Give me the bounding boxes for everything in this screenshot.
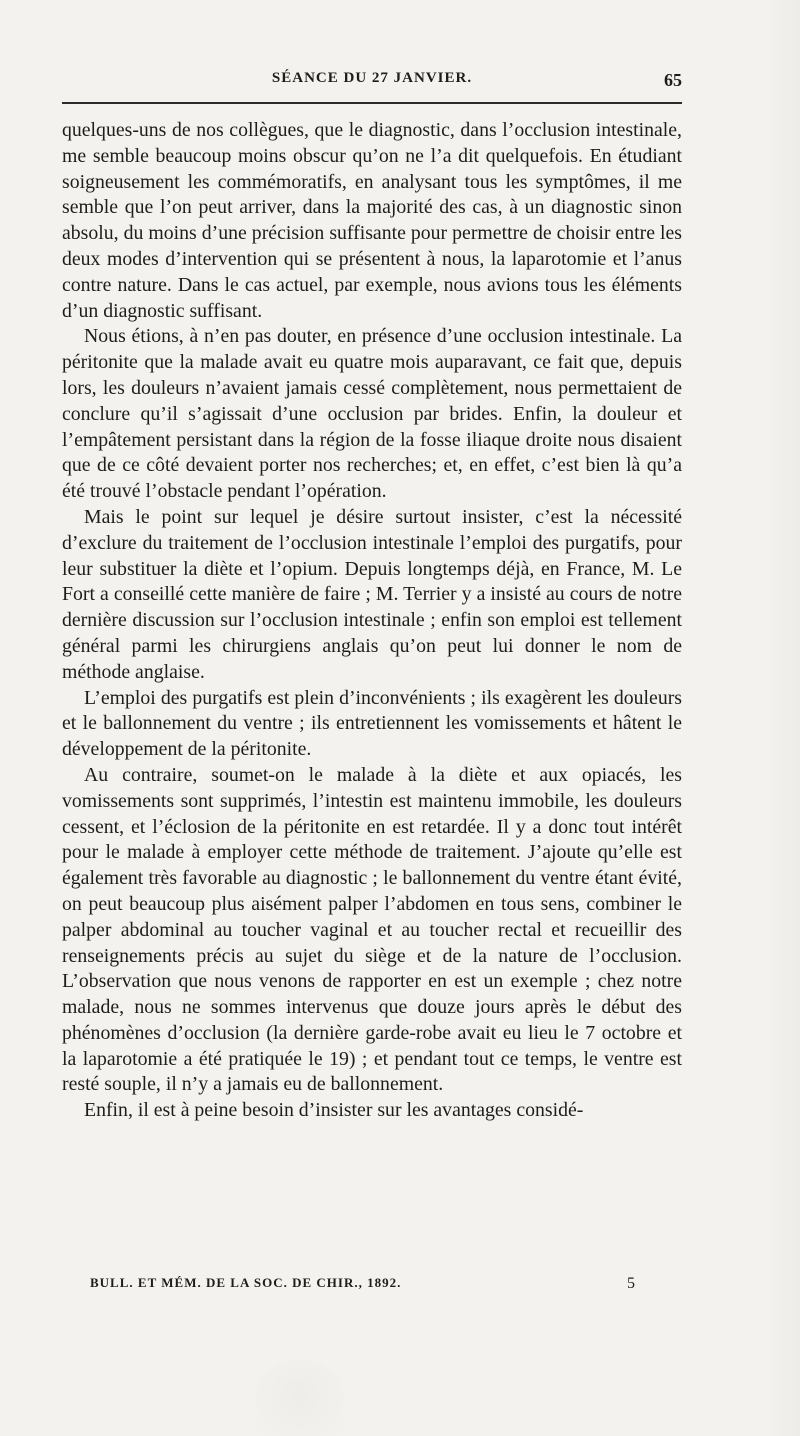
paragraph: Enfin, il est à peine besoin d’insister sur les avantages considé-: [84, 1099, 584, 1122]
paragraph: L’emploi des purgatifs est plein d’inconvénients ; ils exagèrent les douleurs et le ballonnement du ventre ; ils entretiennent les vomissements et hâtent le développement de la péritonite.: [62, 686, 682, 761]
page-footer: [62, 1275, 682, 1299]
paragraph: Mais le point sur lequel je désire surtout insister, c’est la nécessité d’exclure du traitement de l’occlusion intestinale l’emploi des purgatifs, pour leur substituer la diète et l’opium. Depuis longtemps déjà, en France, M. Le Fort a conseillé cette manière de faire ; M. Terrier y a insisté au cours de notre dernière discussion sur l’occlusion intestinale ; enfin son emploi est tellement général parmi les chirurgiens anglais qu’on peut lui donner le nom de méthode anglaise.: [62, 505, 682, 683]
header-rule: [62, 102, 682, 104]
page-number: 65: [664, 70, 682, 90]
page-edge-shadow: [766, 0, 800, 1436]
body-text: [62, 118, 682, 1124]
paragraph: quelques-uns de nos collègues, que le diagnostic, dans l’occlusion intestinale, me semble beaucoup moins obscur qu’on ne l’a dit quelquefois. En étudiant soigneusement les commémoratifs, en analysant tous les symptômes, il me semble que l’on peut arriver, dans la majorité des cas, à un diagnostic sinon absolu, du moins d’une précision suffisante pour permettre de choisir entre les deux modes d’intervention qui se présentent à nous, la laparotomie et l’anus contre nature. Dans le cas actuel, par exemple, nous avions tous les éléments d’un diagnostic suffisant.: [62, 119, 682, 322]
paragraph: Nous étions, à n’en pas douter, en présence d’une occlusion intestinale. La péritonite que la malade avait eu quatre mois auparavant, ce fait que, depuis lors, les douleurs n’avaient jamais cessé complètement, nous permettaient de conclure qu’il s’agissait d’une occlusion par brides. Enfin, la douleur et l’empâtement persistant dans la région de la fosse iliaque droite nous disaient que de ce côté devaient porter nos recherches; et, en effet, c’est bien là qu’a été trouvé l’obstacle pendant l’opération.: [62, 325, 682, 503]
paragraph: Au contraire, soumet-on le malade à la diète et aux opiacés, les vomissements sont supprimés, l’intestin est maintenu immobile, les douleurs cessent, et l’éclosion de la péritonite en est retardée. Il y a donc tout intérêt pour le malade à employer cette méthode de traitement. J’ajoute qu’elle est également très favorable au diagnostic ; le ballonnement du ventre étant évité, on peut beaucoup plus aisément palper l’abdomen en tous sens, combiner le palper abdominal au toucher vaginal et au toucher rectal et recueillir des renseignements précis au sujet du siège et de la nature de l’occlusion. L’observation que nous venons de rapporter en est un exemple ; chez notre malade, nous ne sommes intervenus que douze jours après le début des phénomènes d’occlusion (la dernière garde-robe avait eu lieu le 7 octobre et la laparotomie a été pratiquée le 19) ; et pendant tout ce temps, le ventre est resté souple, il n’y a jamais eu de ballonnement.: [62, 763, 682, 1096]
faded-stamp: [255, 1360, 345, 1436]
signature-mark: 5: [627, 1275, 636, 1292]
running-head: SÉANCE DU 27 JANVIER.: [271, 70, 473, 86]
journal-citation: BULL. ET MÉM. DE LA SOC. DE CHIR., 1892.: [90, 1275, 402, 1290]
page-header: [62, 70, 682, 98]
